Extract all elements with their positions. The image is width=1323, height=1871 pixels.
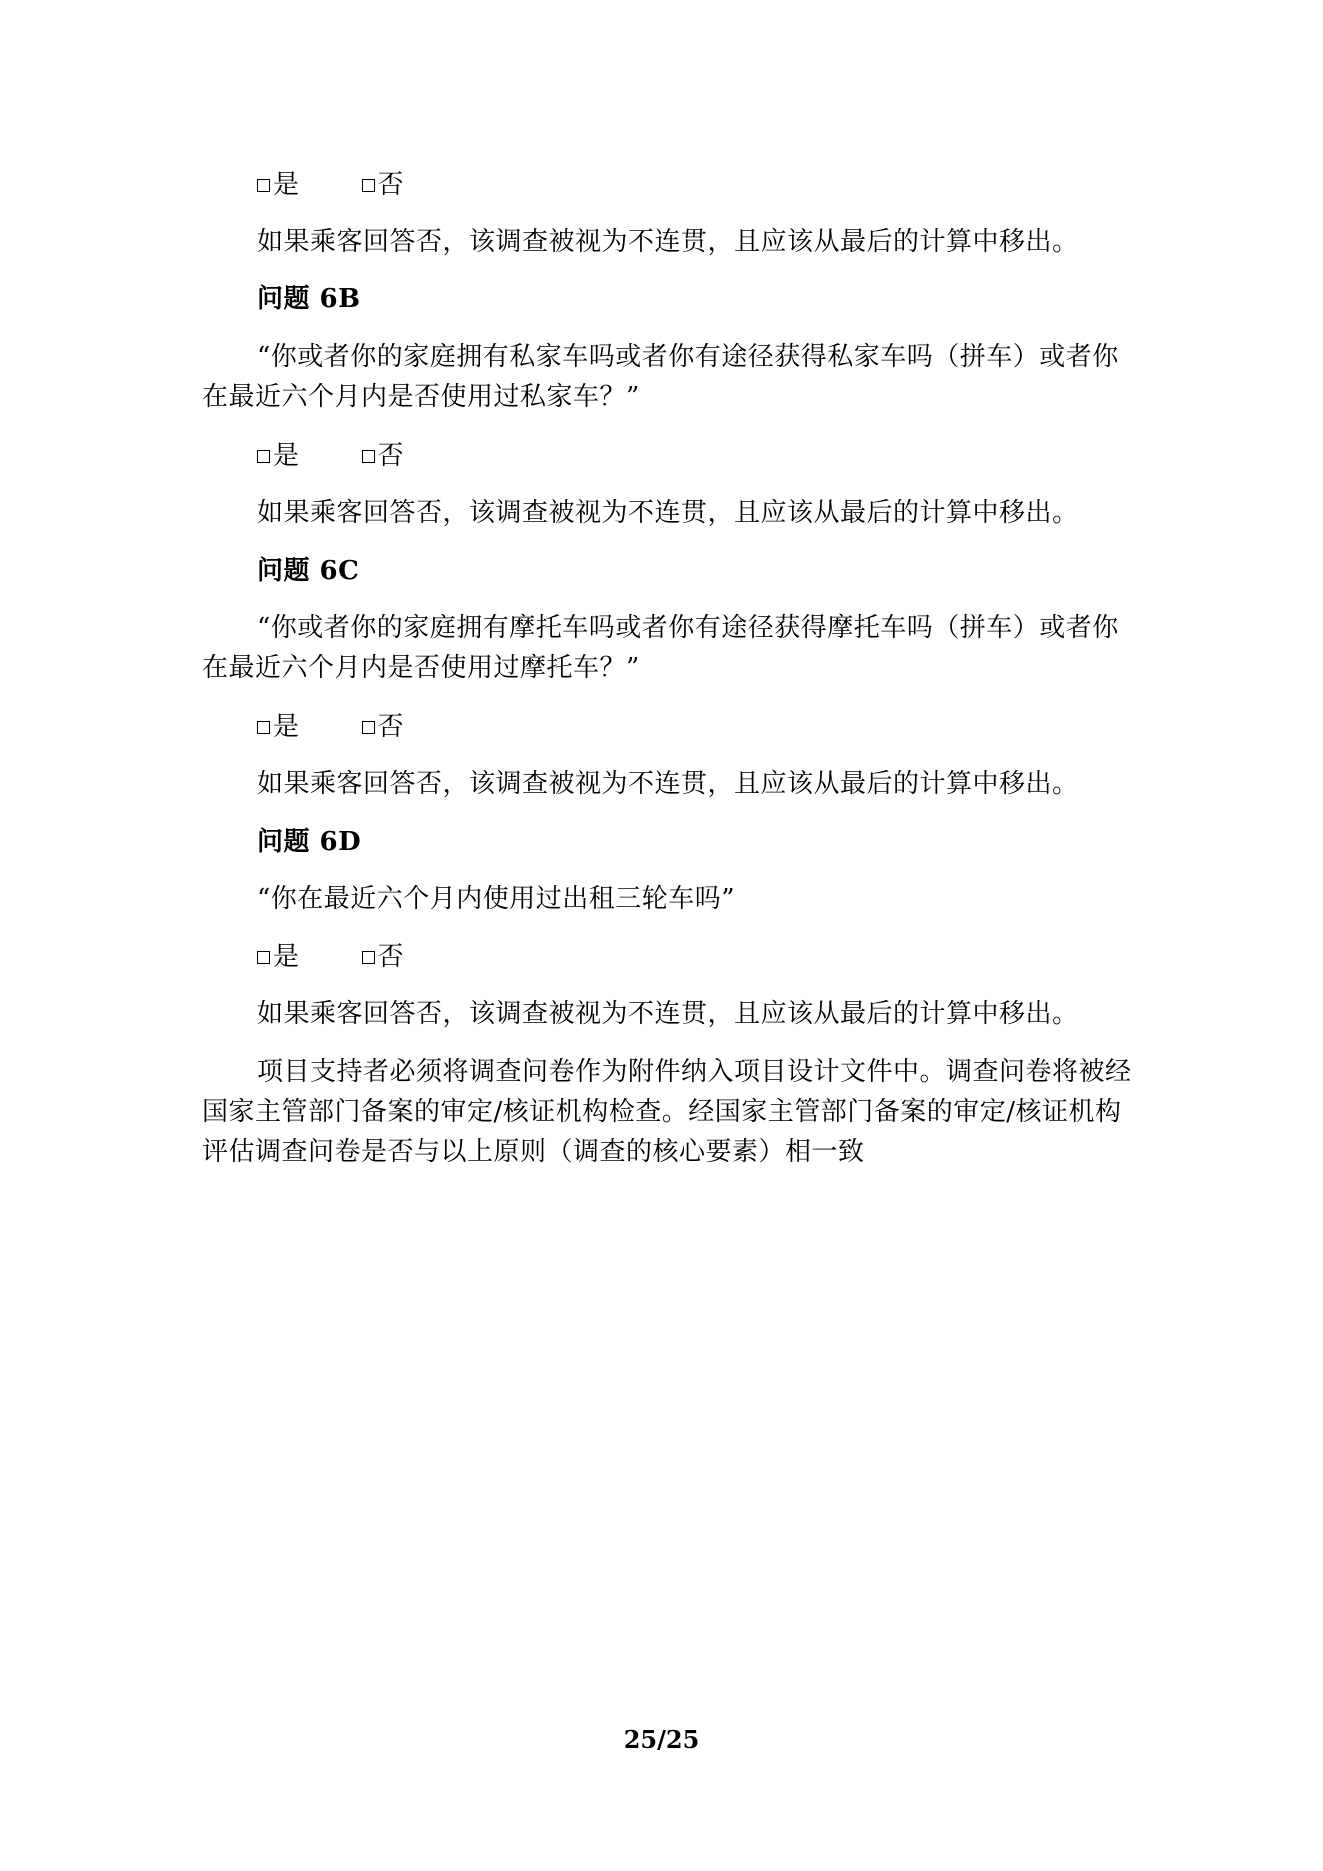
option-no <box>362 436 405 476</box>
option-no-label: 否 <box>377 942 405 972</box>
closing-paragraph-line1: 项目支持者必须将调查问卷作为附件纳入项目设计文件中。调查问卷将被经 <box>257 1057 1132 1087</box>
option-yes <box>257 707 300 747</box>
question-6d-note: 如果乘客回答否，该调查被视为不连贯，且应该从最后的计算中移出。 <box>257 999 1079 1029</box>
closing-paragraph-line3: 评估调查问卷是否与以上原则（调查的核心要素）相一致 <box>202 1137 865 1167</box>
checkbox-icon <box>257 450 270 463</box>
question-6c-text-line1: “你或者你的家庭拥有摩托车吗或者你有途径获得摩托车吗（拼车）或者你 <box>257 613 1119 643</box>
question-6b-options <box>257 436 466 476</box>
top-note: 如果乘客回答否，该调查被视为不连贯，且应该从最后的计算中移出。 <box>257 227 1079 257</box>
checkbox-icon <box>362 721 375 734</box>
question-6d-options <box>257 937 466 977</box>
option-yes <box>257 937 300 977</box>
question-6b-note: 如果乘客回答否，该调查被视为不连贯，且应该从最后的计算中移出。 <box>257 498 1079 528</box>
option-yes-label: 是 <box>273 712 300 742</box>
checkbox-icon <box>257 179 270 192</box>
option-yes-label: 是 <box>273 170 300 200</box>
option-no-label: 否 <box>377 170 405 200</box>
checkbox-icon <box>257 721 270 734</box>
option-no <box>362 937 405 977</box>
question-6b-text-line2: 在最近六个月内是否使用过私家车？” <box>202 382 640 412</box>
question-6b-text-line1: “你或者你的家庭拥有私家车吗或者你有途径获得私家车吗（拼车）或者你 <box>257 342 1119 372</box>
option-yes-label: 是 <box>273 942 300 972</box>
checkbox-icon <box>362 179 375 192</box>
question-6c-options <box>257 707 466 747</box>
checkbox-icon <box>362 450 375 463</box>
question-6b-title: 问题 6B <box>257 284 361 314</box>
page-number: 25/25 <box>623 1725 700 1754</box>
question-6c-title: 问题 6C <box>257 556 360 586</box>
option-no <box>362 165 405 205</box>
option-yes <box>257 436 300 476</box>
question-6d-title: 问题 6D <box>257 827 362 857</box>
option-yes <box>257 165 300 205</box>
question-6c-note: 如果乘客回答否，该调查被视为不连贯，且应该从最后的计算中移出。 <box>257 769 1079 799</box>
option-no-label: 否 <box>377 712 405 742</box>
checkbox-icon <box>257 951 270 964</box>
option-no <box>362 707 405 747</box>
option-yes-label: 是 <box>273 441 300 471</box>
question-6d-text-line1: “你在最近六个月内使用过出租三轮车吗” <box>257 884 736 914</box>
top-options-row <box>257 165 466 205</box>
closing-paragraph-line2: 国家主管部门备案的审定/核证机构检查。经国家主管部门备案的审定/核证机构 <box>202 1097 1122 1127</box>
checkbox-icon <box>362 951 375 964</box>
option-no-label: 否 <box>377 441 405 471</box>
question-6c-text-line2: 在最近六个月内是否使用过摩托车？” <box>202 653 640 683</box>
